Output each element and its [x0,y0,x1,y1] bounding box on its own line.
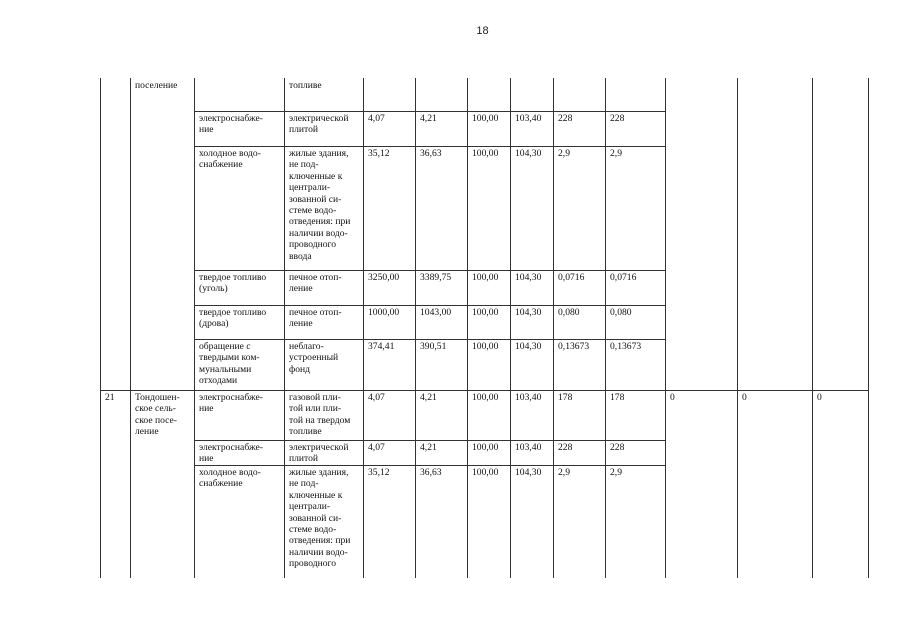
tariff-value-2: 1043,00 [420,307,452,318]
percent-1: 100,00 [472,113,499,124]
row-separator [194,465,666,466]
norm-1: 0,13673 [558,341,590,352]
note: жилые здания, не под- ключенные к централи- зованной си- стеме водо- отведения: при наличии водо- проводного ввода [289,148,351,262]
note: неблаго- устроенный фонд [289,341,339,375]
norm-2: 0,13673 [610,341,642,352]
service-type: холодное водо- снабжение [199,467,261,490]
service-type: твердое топливо (дрова) [199,307,267,330]
norm-1: 0,080 [558,307,580,318]
note: топливе [289,80,322,91]
percent-1: 100,00 [472,467,499,478]
table-grid-line [510,78,511,578]
norm-2: 228 [610,113,625,124]
norm-2: 178 [610,392,625,403]
tariff-value-1: 4,07 [368,442,385,453]
norm-1: 178 [558,392,573,403]
tariff-value-2: 390,51 [420,341,447,352]
percent-1: 100,00 [472,442,499,453]
service-type: электроснабже- ние [199,113,263,136]
table-grid-line [812,78,813,578]
tariff-value-1: 1000,00 [368,307,400,318]
extra-col-3: 0 [817,392,822,403]
row-separator [194,305,666,306]
table-border-left [100,78,101,578]
extra-col-1: 0 [670,392,675,403]
percent-1: 100,00 [472,341,499,352]
note: электрической плитой [289,113,349,136]
percent-2: 104,30 [515,467,542,478]
table-grid-line [737,78,738,578]
table-grid-line [553,78,554,578]
norm-1: 0,0716 [558,272,585,283]
row-number: 21 [105,392,115,403]
table-grid-line [665,78,666,578]
tariff-value-1: 3250,00 [368,272,400,283]
table-grid-line [868,78,869,578]
service-type: электроснабже- ние [199,392,263,415]
tariff-value-2: 3389,75 [420,272,452,283]
percent-2: 104,30 [515,307,542,318]
note: газовой пли- той или пли- той на твердом топливе [289,392,351,438]
percent-2: 104,30 [515,148,542,159]
table-grid-line [415,78,416,578]
percent-1: 100,00 [472,272,499,283]
settlement-name: поселение [135,80,178,91]
row-separator [100,390,869,391]
percent-2: 103,40 [515,113,542,124]
row-separator [194,339,666,340]
tariff-value-1: 35,12 [368,148,390,159]
table-grid-line [467,78,468,578]
norm-2: 2,9 [610,148,622,159]
norm-2: 2,9 [610,467,622,478]
tariff-value-2: 36,63 [420,148,442,159]
norm-2: 0,080 [610,307,632,318]
note: печное отоп- ление [289,307,342,330]
table-grid-line [194,78,195,578]
tariff-value-1: 4,07 [368,113,385,124]
tariff-value-2: 4,21 [420,113,437,124]
tariff-value-2: 36,63 [420,467,442,478]
tariff-value-1: 4,07 [368,392,385,403]
table-grid-line [363,78,364,578]
percent-2: 103,40 [515,442,542,453]
percent-2: 104,30 [515,341,542,352]
norm-1: 2,9 [558,467,570,478]
percent-1: 100,00 [472,148,499,159]
note: электрической плитой [289,442,349,465]
percent-2: 103,40 [515,392,542,403]
tariff-value-1: 374,41 [368,341,395,352]
norm-2: 228 [610,442,625,453]
settlement-name: Тондошен- ское сель- ское посе- ление [135,392,180,438]
page-number: 18 [476,25,489,37]
norm-1: 2,9 [558,148,570,159]
service-type: электроснабже- ние [199,442,263,465]
table-grid-line [605,78,606,578]
row-separator [194,111,666,112]
table-grid-line [284,78,285,578]
percent-1: 100,00 [472,392,499,403]
row-separator [194,270,666,271]
row-separator [194,440,666,441]
note: жилые здания, не под- ключенные к централи- зованной си- стеме водо- отведения: при наличии водо- проводного [289,467,351,570]
extra-col-2: 0 [742,392,747,403]
tariff-value-2: 4,21 [420,392,437,403]
norm-2: 0,0716 [610,272,637,283]
percent-1: 100,00 [472,307,499,318]
service-type: твердое топливо (уголь) [199,272,267,295]
note: печное отоп- ление [289,272,342,295]
tariff-value-1: 35,12 [368,467,390,478]
percent-2: 104,30 [515,272,542,283]
table-grid-line [130,78,131,578]
service-type: холодное водо- снабжение [199,148,261,171]
norm-1: 228 [558,113,573,124]
tariff-value-2: 4,21 [420,442,437,453]
norm-1: 228 [558,442,573,453]
service-type: обращение с твердыми ком- мунальными отходами [199,341,260,387]
row-separator [194,146,666,147]
